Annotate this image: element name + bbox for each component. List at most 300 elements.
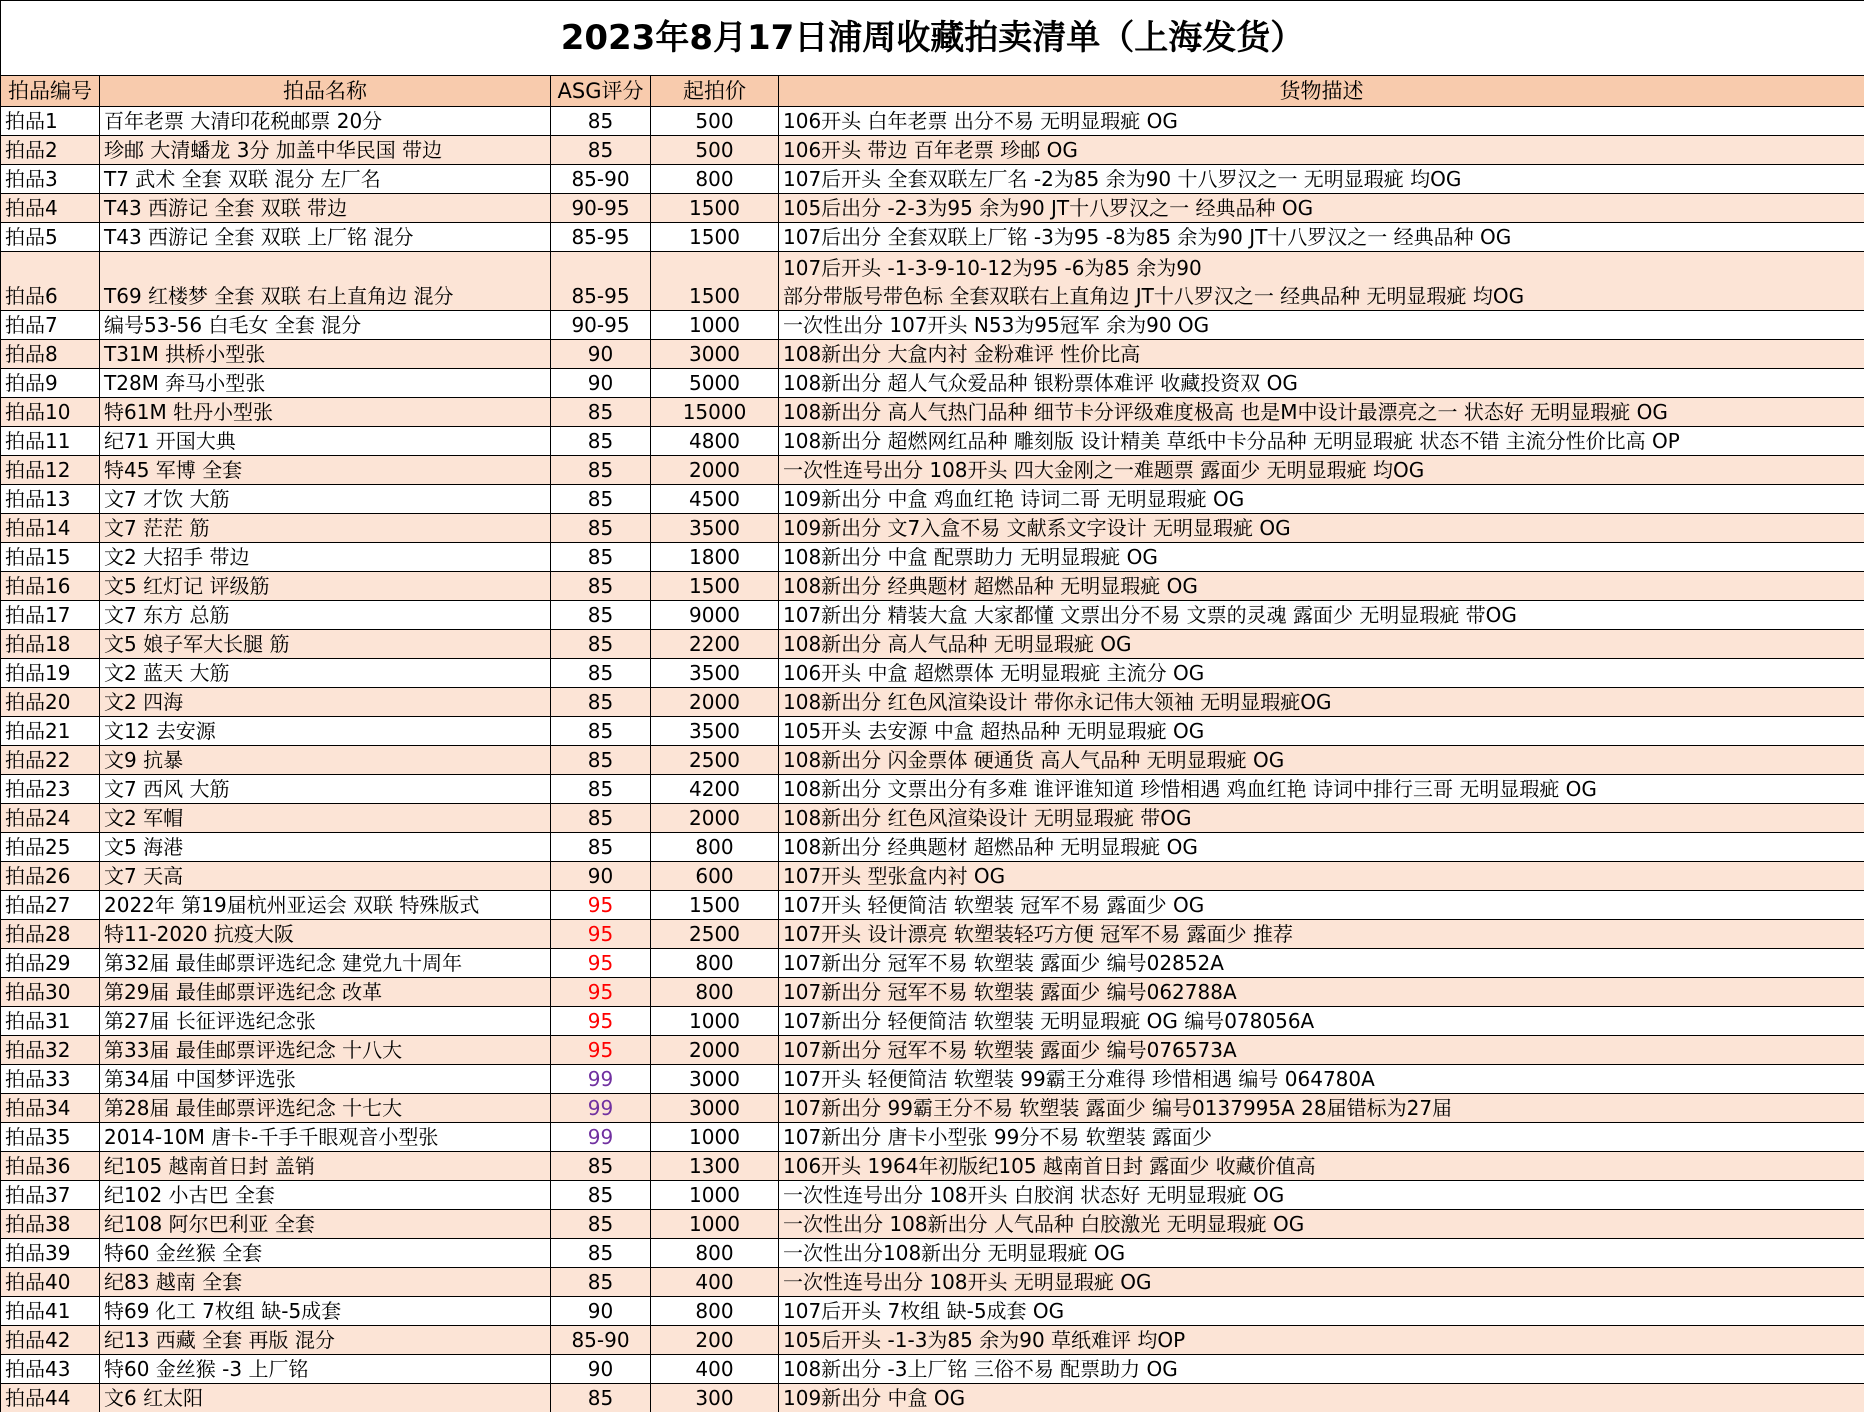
description-line: 109新出分 文7入盒不易 文献系文字设计 无明显瑕疵 OG — [783, 516, 1291, 540]
table-row — [1, 1326, 1864, 1355]
description-line: 106开头 1964年初版纪105 越南首日封 露面少 收藏价值高 — [783, 1154, 1316, 1178]
description-line: 105后开头 -1-3为85 余为90 草纸难评 均OP — [783, 1328, 1186, 1352]
cell-start-price[interactable]: 3500 — [651, 659, 779, 688]
cell-lot-id[interactable]: 拍品33 — [1, 1065, 100, 1094]
cell-description[interactable] — [779, 340, 1864, 369]
description-line: 105开头 去安源 中盒 超热品种 无明显瑕疵 OG — [783, 719, 1205, 743]
cell-asg-score[interactable]: 95 — [551, 891, 651, 920]
cell-lot-id[interactable]: 拍品14 — [1, 514, 100, 543]
cell-asg-score[interactable]: 90-95 — [551, 311, 651, 340]
cell-description[interactable] — [779, 746, 1864, 775]
cell-lot-id[interactable]: 拍品17 — [1, 601, 100, 630]
cell-start-price[interactable]: 1300 — [651, 1152, 779, 1181]
table-row — [1, 659, 1864, 688]
cell-lot-id[interactable]: 拍品36 — [1, 1152, 100, 1181]
cell-lot-id[interactable]: 拍品24 — [1, 804, 100, 833]
cell-asg-score[interactable]: 85 — [551, 833, 651, 862]
cell-description[interactable] — [779, 1094, 1864, 1123]
cell-description[interactable] — [779, 1007, 1864, 1036]
cell-description[interactable] — [779, 194, 1864, 223]
cell-lot-name[interactable]: 第28届 最佳邮票评选纪念 十七大 — [100, 1094, 551, 1123]
cell-asg-score[interactable]: 95 — [551, 949, 651, 978]
table-row — [1, 456, 1864, 485]
description-line: 108新出分 红色风渲染设计 带你永记伟大领袖 无明显瑕疵OG — [783, 690, 1332, 714]
cell-lot-name[interactable]: 文2 四海 — [100, 688, 551, 717]
cell-lot-id[interactable]: 拍品10 — [1, 398, 100, 427]
cell-description[interactable] — [779, 659, 1864, 688]
cell-lot-name[interactable]: 文7 茫茫 筋 — [100, 514, 551, 543]
table-row — [1, 1152, 1864, 1181]
cell-lot-id[interactable]: 拍品9 — [1, 369, 100, 398]
cell-lot-name[interactable]: 第29届 最佳邮票评选纪念 改革 — [100, 978, 551, 1007]
description-line: 107新出分 轻便简洁 软塑装 无明显瑕疵 OG 编号078056A — [783, 1009, 1315, 1033]
cell-lot-name[interactable]: 文2 蓝天 大筋 — [100, 659, 551, 688]
table-row — [1, 1297, 1864, 1326]
cell-lot-id[interactable]: 拍品6 — [1, 252, 100, 311]
cell-asg-score[interactable]: 85-90 — [551, 165, 651, 194]
table-row — [1, 1036, 1864, 1065]
description-line: 108新出分 高人气热门品种 细节卡分评级难度极高 也是M中设计最漂亮之一 状态好 无明显瑕疵 OG — [783, 400, 1668, 424]
table-row — [1, 1123, 1864, 1152]
cell-asg-score[interactable]: 85 — [551, 1152, 651, 1181]
description-line: 108新出分 闪金票体 硬通货 高人气品种 无明显瑕疵 OG — [783, 748, 1285, 772]
cell-asg-score[interactable]: 95 — [551, 1036, 651, 1065]
cell-lot-id[interactable]: 拍品41 — [1, 1297, 100, 1326]
cell-start-price[interactable]: 2000 — [651, 1036, 779, 1065]
cell-lot-id[interactable]: 拍品13 — [1, 485, 100, 514]
cell-asg-score[interactable]: 85 — [551, 456, 651, 485]
cell-asg-score[interactable]: 85-95 — [551, 223, 651, 252]
cell-description[interactable] — [779, 601, 1864, 630]
description-line: 107新出分 冠军不易 软塑装 露面少 编号076573A — [783, 1038, 1237, 1062]
description-line: 107后开头 全套双联左厂名 -2为85 余为90 十八罗汉之一 无明显瑕疵 均OG — [783, 167, 1462, 191]
cell-lot-id[interactable]: 拍品30 — [1, 978, 100, 1007]
cell-start-price[interactable]: 9000 — [651, 601, 779, 630]
cell-start-price[interactable]: 3500 — [651, 717, 779, 746]
description-line: 108新出分 -3上厂铭 三俗不易 配票助力 OG — [783, 1357, 1178, 1381]
cell-description[interactable] — [779, 1384, 1864, 1412]
cell-start-price[interactable]: 1000 — [651, 1007, 779, 1036]
cell-description[interactable] — [779, 1326, 1864, 1355]
cell-lot-id[interactable]: 拍品39 — [1, 1239, 100, 1268]
description-line: 108新出分 红色风渲染设计 无明显瑕疵 带OG — [783, 806, 1192, 830]
cell-start-price[interactable]: 2500 — [651, 746, 779, 775]
cell-lot-id[interactable]: 拍品15 — [1, 543, 100, 572]
cell-lot-id[interactable]: 拍品40 — [1, 1268, 100, 1297]
cell-start-price[interactable]: 300 — [651, 1384, 779, 1412]
cell-asg-score[interactable]: 85 — [551, 1210, 651, 1239]
description-line: 108新出分 经典题材 超燃品种 无明显瑕疵 OG — [783, 835, 1198, 859]
cell-lot-id[interactable]: 拍品42 — [1, 1326, 100, 1355]
description-line: 106开头 白年老票 出分不易 无明显瑕疵 OG — [783, 109, 1178, 133]
cell-start-price[interactable]: 15000 — [651, 398, 779, 427]
cell-asg-score[interactable]: 85 — [551, 601, 651, 630]
cell-asg-score[interactable]: 85-90 — [551, 1326, 651, 1355]
cell-description[interactable] — [779, 1297, 1864, 1326]
cell-description[interactable] — [779, 223, 1864, 252]
cell-start-price[interactable]: 4500 — [651, 485, 779, 514]
cell-description[interactable] — [779, 514, 1864, 543]
cell-lot-name[interactable]: 特69 化工 7枚组 缺-5成套 — [100, 1297, 551, 1326]
cell-asg-score[interactable]: 85 — [551, 427, 651, 456]
cell-start-price[interactable]: 800 — [651, 1239, 779, 1268]
cell-lot-name[interactable]: 文5 海港 — [100, 833, 551, 862]
cell-start-price[interactable]: 1000 — [651, 1123, 779, 1152]
cell-lot-name[interactable]: 文2 军帽 — [100, 804, 551, 833]
cell-description[interactable] — [779, 1065, 1864, 1094]
cell-description[interactable] — [779, 252, 1864, 311]
cell-start-price[interactable]: 1500 — [651, 572, 779, 601]
cell-start-price[interactable]: 3000 — [651, 1094, 779, 1123]
table-row — [1, 978, 1864, 1007]
cell-asg-score[interactable]: 95 — [551, 920, 651, 949]
table-row — [1, 1210, 1864, 1239]
cell-start-price[interactable]: 1500 — [651, 252, 779, 311]
cell-lot-name[interactable]: 第33届 最佳邮票评选纪念 十八大 — [100, 1036, 551, 1065]
cell-asg-score[interactable]: 85 — [551, 688, 651, 717]
cell-lot-id[interactable]: 拍品26 — [1, 862, 100, 891]
cell-lot-name[interactable]: 特45 军博 全套 — [100, 456, 551, 485]
cell-lot-id[interactable]: 拍品18 — [1, 630, 100, 659]
cell-lot-id[interactable]: 拍品8 — [1, 340, 100, 369]
cell-start-price[interactable]: 1000 — [651, 311, 779, 340]
cell-lot-id[interactable]: 拍品43 — [1, 1355, 100, 1384]
cell-lot-id[interactable]: 拍品7 — [1, 311, 100, 340]
cell-lot-name[interactable]: 文7 西风 大筋 — [100, 775, 551, 804]
header-name[interactable]: 拍品名称 — [100, 76, 551, 107]
cell-asg-score[interactable]: 85 — [551, 398, 651, 427]
cell-description[interactable] — [779, 1036, 1864, 1065]
cell-lot-id[interactable]: 拍品19 — [1, 659, 100, 688]
cell-lot-name[interactable]: 纪102 小古巴 全套 — [100, 1181, 551, 1210]
description-line: 109新出分 中盒 鸡血红艳 诗词二哥 无明显瑕疵 OG — [783, 487, 1245, 511]
table-row — [1, 223, 1864, 252]
table-row — [1, 833, 1864, 862]
cell-asg-score[interactable]: 85 — [551, 659, 651, 688]
cell-description[interactable] — [779, 369, 1864, 398]
cell-lot-name[interactable]: 第32届 最佳邮票评选纪念 建党九十周年 — [100, 949, 551, 978]
cell-start-price[interactable]: 2200 — [651, 630, 779, 659]
cell-lot-name[interactable]: 文2 大招手 带边 — [100, 543, 551, 572]
cell-description[interactable] — [779, 136, 1864, 165]
cell-lot-name[interactable]: 纪108 阿尔巴利亚 全套 — [100, 1210, 551, 1239]
description-line: 108新出分 经典题材 超燃品种 无明显瑕疵 OG — [783, 574, 1198, 598]
cell-lot-id[interactable]: 拍品25 — [1, 833, 100, 862]
cell-asg-score[interactable]: 85 — [551, 1181, 651, 1210]
cell-lot-id[interactable]: 拍品4 — [1, 194, 100, 223]
cell-lot-name[interactable]: 文7 天高 — [100, 862, 551, 891]
cell-description[interactable] — [779, 804, 1864, 833]
table-row — [1, 252, 1864, 311]
cell-description[interactable] — [779, 862, 1864, 891]
cell-asg-score[interactable]: 85 — [551, 1268, 651, 1297]
cell-start-price[interactable]: 3500 — [651, 514, 779, 543]
cell-start-price[interactable]: 2500 — [651, 920, 779, 949]
cell-lot-name[interactable]: 文5 娘子军大长腿 筋 — [100, 630, 551, 659]
cell-lot-name[interactable]: 文5 红灯记 评级筋 — [100, 572, 551, 601]
table-row — [1, 340, 1864, 369]
cell-start-price[interactable]: 1000 — [651, 1181, 779, 1210]
cell-lot-name[interactable]: T28M 奔马小型张 — [100, 369, 551, 398]
cell-lot-name[interactable]: 编号53-56 白毛女 全套 混分 — [100, 311, 551, 340]
table-row — [1, 920, 1864, 949]
table-row — [1, 1239, 1864, 1268]
table-row — [1, 717, 1864, 746]
cell-description[interactable] — [779, 427, 1864, 456]
description-line: 107新出分 唐卡小型张 99分不易 软塑装 露面少 — [783, 1125, 1213, 1149]
table-row — [1, 630, 1864, 659]
sheet-title[interactable]: 2023年8月17日浦周收藏拍卖清单（上海发货） — [1, 1, 1864, 76]
cell-description[interactable] — [779, 1123, 1864, 1152]
description-line: 108新出分 大盒内衬 金粉难评 性价比高 — [783, 342, 1141, 366]
cell-lot-name[interactable]: 特60 金丝猴 -3 上厂铭 — [100, 1355, 551, 1384]
cell-lot-id[interactable]: 拍品28 — [1, 920, 100, 949]
cell-description[interactable] — [779, 1268, 1864, 1297]
table-row — [1, 1268, 1864, 1297]
cell-lot-id[interactable]: 拍品34 — [1, 1094, 100, 1123]
cell-lot-id[interactable]: 拍品16 — [1, 572, 100, 601]
table-row — [1, 165, 1864, 194]
cell-asg-score[interactable]: 85 — [551, 514, 651, 543]
cell-lot-name[interactable]: 第27届 长征评选纪念张 — [100, 1007, 551, 1036]
cell-asg-score[interactable]: 85 — [551, 1239, 651, 1268]
cell-asg-score[interactable]: 90 — [551, 862, 651, 891]
description-line: 109新出分 中盒 OG — [783, 1386, 966, 1410]
cell-asg-score[interactable]: 85 — [551, 1384, 651, 1412]
cell-asg-score[interactable]: 85 — [551, 746, 651, 775]
cell-description[interactable] — [779, 949, 1864, 978]
cell-description[interactable] — [779, 1181, 1864, 1210]
cell-lot-id[interactable]: 拍品11 — [1, 427, 100, 456]
cell-description[interactable] — [779, 107, 1864, 136]
cell-description[interactable] — [779, 833, 1864, 862]
cell-asg-score[interactable]: 85 — [551, 572, 651, 601]
cell-lot-id[interactable]: 拍品29 — [1, 949, 100, 978]
cell-lot-name[interactable]: 文7 东方 总筋 — [100, 601, 551, 630]
cell-description[interactable] — [779, 165, 1864, 194]
table-row — [1, 194, 1864, 223]
table-row — [1, 891, 1864, 920]
description-line: 108新出分 超人气众爱品种 银粉票体难评 收藏投资双 OG — [783, 371, 1298, 395]
cell-start-price[interactable]: 2000 — [651, 688, 779, 717]
cell-lot-name[interactable]: T43 西游记 全套 双联 上厂铭 混分 — [100, 223, 551, 252]
cell-start-price[interactable]: 4800 — [651, 427, 779, 456]
cell-start-price[interactable]: 400 — [651, 1268, 779, 1297]
cell-description[interactable] — [779, 1239, 1864, 1268]
cell-start-price[interactable]: 1800 — [651, 543, 779, 572]
cell-lot-id[interactable]: 拍品1 — [1, 107, 100, 136]
cell-description[interactable] — [779, 688, 1864, 717]
cell-description[interactable] — [779, 311, 1864, 340]
table-row — [1, 862, 1864, 891]
table-row — [1, 543, 1864, 572]
table-row — [1, 369, 1864, 398]
header-price[interactable]: 起拍价 — [651, 76, 779, 107]
cell-asg-score[interactable]: 85 — [551, 775, 651, 804]
header-id[interactable]: 拍品编号 — [1, 76, 100, 107]
cell-start-price[interactable]: 2000 — [651, 804, 779, 833]
cell-lot-name[interactable]: 纪83 越南 全套 — [100, 1268, 551, 1297]
table-row — [1, 775, 1864, 804]
cell-start-price[interactable]: 1500 — [651, 891, 779, 920]
cell-lot-id[interactable]: 拍品12 — [1, 456, 100, 485]
cell-lot-id[interactable]: 拍品22 — [1, 746, 100, 775]
cell-lot-id[interactable]: 拍品23 — [1, 775, 100, 804]
cell-lot-id[interactable]: 拍品32 — [1, 1036, 100, 1065]
cell-description[interactable] — [779, 630, 1864, 659]
cell-lot-id[interactable]: 拍品35 — [1, 1123, 100, 1152]
cell-description[interactable] — [779, 978, 1864, 1007]
cell-lot-name[interactable]: 2014-10M 唐卡-千手千眼观音小型张 — [100, 1123, 551, 1152]
cell-start-price[interactable]: 2000 — [651, 456, 779, 485]
table-row — [1, 1181, 1864, 1210]
cell-lot-id[interactable]: 拍品21 — [1, 717, 100, 746]
cell-lot-name[interactable]: T69 红楼梦 全套 双联 右上直角边 混分 — [100, 252, 551, 311]
cell-lot-name[interactable]: 珍邮 大清蟠龙 3分 加盖中华民国 带边 — [100, 136, 551, 165]
cell-asg-score[interactable]: 99 — [551, 1123, 651, 1152]
cell-asg-score[interactable]: 85 — [551, 136, 651, 165]
cell-start-price[interactable]: 800 — [651, 1297, 779, 1326]
table-row — [1, 746, 1864, 775]
cell-lot-name[interactable]: 文9 抗暴 — [100, 746, 551, 775]
cell-asg-score[interactable]: 85 — [551, 630, 651, 659]
table-row — [1, 427, 1864, 456]
cell-lot-id[interactable]: 拍品2 — [1, 136, 100, 165]
cell-asg-score[interactable]: 85 — [551, 717, 651, 746]
cell-lot-name[interactable]: 纪13 西藏 全套 再版 混分 — [100, 1326, 551, 1355]
cell-lot-name[interactable]: T43 西游记 全套 双联 带边 — [100, 194, 551, 223]
cell-start-price[interactable]: 1000 — [651, 1210, 779, 1239]
description-line: 一次性出分 107开头 N53为95冠军 余为90 OG — [783, 313, 1210, 337]
description-line: 107开头 型张盒内衬 OG — [783, 864, 1006, 888]
header-desc[interactable]: 货物描述 — [779, 76, 1864, 107]
description-line: 107开头 轻便简洁 软塑装 冠军不易 露面少 OG — [783, 893, 1205, 917]
cell-lot-name[interactable]: 文12 去安源 — [100, 717, 551, 746]
cell-start-price[interactable]: 4200 — [651, 775, 779, 804]
cell-lot-name[interactable]: 特61M 牡丹小型张 — [100, 398, 551, 427]
cell-lot-name[interactable]: T31M 拱桥小型张 — [100, 340, 551, 369]
table-row — [1, 1007, 1864, 1036]
cell-asg-score[interactable]: 90 — [551, 340, 651, 369]
description-line: 107新出分 冠军不易 软塑装 露面少 编号02852A — [783, 951, 1224, 975]
cell-asg-score[interactable]: 90 — [551, 1355, 651, 1384]
cell-asg-score[interactable]: 95 — [551, 1007, 651, 1036]
table-row — [1, 311, 1864, 340]
cell-description[interactable] — [779, 1210, 1864, 1239]
table-row — [1, 1384, 1864, 1412]
cell-asg-score[interactable]: 85 — [551, 107, 651, 136]
cell-description[interactable] — [779, 1152, 1864, 1181]
cell-lot-id[interactable]: 拍品37 — [1, 1181, 100, 1210]
cell-start-price[interactable]: 500 — [651, 107, 779, 136]
cell-lot-name[interactable]: 纪71 开国大典 — [100, 427, 551, 456]
cell-start-price[interactable]: 800 — [651, 165, 779, 194]
table-row — [1, 107, 1864, 136]
cell-lot-id[interactable]: 拍品31 — [1, 1007, 100, 1036]
description-line: 107新出分 冠军不易 软塑装 露面少 编号062788A — [783, 980, 1237, 1004]
description-line: 一次性连号出分 108开头 无明显瑕疵 OG — [783, 1270, 1152, 1294]
table-row — [1, 1094, 1864, 1123]
cell-asg-score[interactable]: 85 — [551, 543, 651, 572]
cell-start-price[interactable]: 1500 — [651, 223, 779, 252]
cell-description[interactable] — [779, 717, 1864, 746]
cell-description[interactable] — [779, 456, 1864, 485]
cell-description[interactable] — [779, 775, 1864, 804]
cell-start-price[interactable]: 800 — [651, 833, 779, 862]
cell-asg-score[interactable]: 99 — [551, 1065, 651, 1094]
cell-lot-name[interactable]: 文6 红太阳 — [100, 1384, 551, 1412]
table-row — [1, 601, 1864, 630]
cell-description[interactable] — [779, 1355, 1864, 1384]
cell-description[interactable] — [779, 572, 1864, 601]
cell-asg-score[interactable]: 90 — [551, 369, 651, 398]
cell-description[interactable] — [779, 398, 1864, 427]
cell-description[interactable] — [779, 920, 1864, 949]
cell-lot-name[interactable]: 特11-2020 抗疫大阪 — [100, 920, 551, 949]
cell-lot-id[interactable]: 拍品44 — [1, 1384, 100, 1412]
cell-asg-score[interactable]: 85 — [551, 485, 651, 514]
cell-asg-score[interactable]: 90 — [551, 1297, 651, 1326]
description-line: 108新出分 文票出分有多难 谁评谁知道 珍惜相遇 鸡血红艳 诗词中排行三哥 无明显瑕疵 OG — [783, 777, 1597, 801]
cell-description[interactable] — [779, 891, 1864, 920]
cell-start-price[interactable]: 800 — [651, 949, 779, 978]
table-row — [1, 572, 1864, 601]
cell-lot-id[interactable]: 拍品27 — [1, 891, 100, 920]
description-line: 105后出分 -2-3为95 余为90 JT十八罗汉之一 经典品种 OG — [783, 196, 1314, 220]
cell-lot-id[interactable]: 拍品5 — [1, 223, 100, 252]
table-row — [1, 398, 1864, 427]
cell-start-price[interactable]: 5000 — [651, 369, 779, 398]
description-line: 一次性出分 108新出分 人气品种 白胶激光 无明显瑕疵 OG — [783, 1212, 1305, 1236]
cell-start-price[interactable]: 3000 — [651, 340, 779, 369]
cell-lot-id[interactable]: 拍品3 — [1, 165, 100, 194]
description-line: 107开头 轻便简洁 软塑装 99霸王分难得 珍惜相遇 编号 064780A — [783, 1067, 1375, 1091]
cell-asg-score[interactable]: 85 — [551, 804, 651, 833]
cell-start-price[interactable]: 600 — [651, 862, 779, 891]
cell-description[interactable] — [779, 543, 1864, 572]
header-score[interactable]: ASG评分 — [551, 76, 651, 107]
cell-start-price[interactable]: 1500 — [651, 194, 779, 223]
cell-asg-score[interactable]: 95 — [551, 978, 651, 1007]
cell-lot-id[interactable]: 拍品20 — [1, 688, 100, 717]
cell-lot-name[interactable]: 文7 才饮 大筋 — [100, 485, 551, 514]
description-line: 一次性出分108新出分 无明显瑕疵 OG — [783, 1241, 1126, 1265]
cell-lot-name[interactable]: 纪105 越南首日封 盖销 — [100, 1152, 551, 1181]
cell-asg-score[interactable]: 99 — [551, 1094, 651, 1123]
cell-lot-name[interactable]: T7 武术 全套 双联 混分 左厂名 — [100, 165, 551, 194]
table-row — [1, 688, 1864, 717]
description-line: 108新出分 高人气品种 无明显瑕疵 OG — [783, 632, 1132, 656]
description-line: 106开头 带边 百年老票 珍邮 OG — [783, 138, 1078, 162]
cell-start-price[interactable]: 400 — [651, 1355, 779, 1384]
cell-lot-id[interactable]: 拍品38 — [1, 1210, 100, 1239]
table-row — [1, 1065, 1864, 1094]
cell-asg-score[interactable]: 85-95 — [551, 252, 651, 311]
cell-asg-score[interactable]: 90-95 — [551, 194, 651, 223]
table-row — [1, 1355, 1864, 1384]
cell-start-price[interactable]: 800 — [651, 978, 779, 1007]
description-line: 107开头 设计漂亮 软塑装轻巧方便 冠军不易 露面少 推荐 — [783, 922, 1293, 946]
cell-start-price[interactable]: 500 — [651, 136, 779, 165]
cell-lot-name[interactable]: 2022年 第19届杭州亚运会 双联 特殊版式 — [100, 891, 551, 920]
cell-lot-name[interactable]: 百年老票 大清印花税邮票 20分 — [100, 107, 551, 136]
table-row — [1, 804, 1864, 833]
cell-start-price[interactable]: 200 — [651, 1326, 779, 1355]
cell-start-price[interactable]: 3000 — [651, 1065, 779, 1094]
cell-lot-name[interactable]: 特60 金丝猴 全套 — [100, 1239, 551, 1268]
cell-lot-name[interactable]: 第34届 中国梦评选张 — [100, 1065, 551, 1094]
cell-description[interactable] — [779, 485, 1864, 514]
